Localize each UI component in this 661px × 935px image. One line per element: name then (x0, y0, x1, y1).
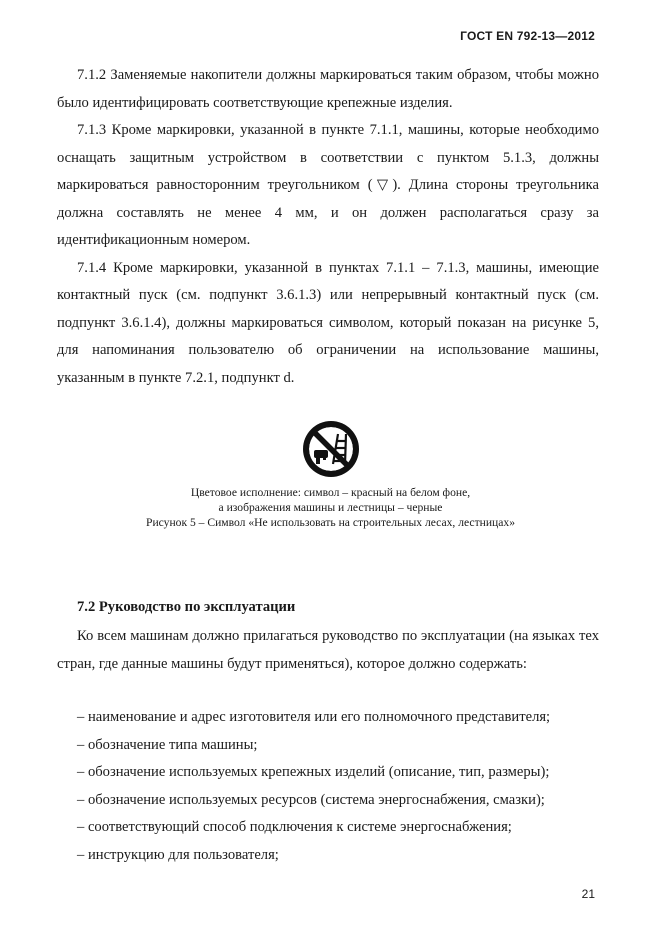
page-number: 21 (581, 887, 595, 901)
section-title-7-2: 7.2 Руководство по эксплуатации (77, 599, 296, 615)
caption-color-note-line1: Цветовое исполнение: символ – красный на белом фоне, (190, 486, 471, 499)
paragraph-7-1-4: 7.1.4 Кроме маркировки, указанной в пунктах 7.1.1 – 7.1.3, машины, имеющие контактный пуск (см. подпункт 3.6.1.3) или непрерывный контактный пуск (см. подпункт 3.6.1.4), должны маркироваться символом, который показан на рисунке 5, для напоминания пользователю об ограничении на использование машины, указанным в пункте 7.2.1, подпункт d. (57, 259, 599, 386)
list-item: – соответствующий способ подключения к системе энергоснабжения; (77, 819, 512, 835)
list-item: – обозначение используемых крепежных изделий (описание, тип, размеры); (77, 764, 550, 780)
figure-caption (0, 485, 661, 530)
list-item: – обозначение используемых ресурсов (система энергоснабжения, смазки); (77, 791, 545, 808)
figure-5 (0, 420, 661, 530)
manual-contents-list (77, 704, 550, 869)
clause-7-1-text (57, 62, 599, 392)
caption-figure-title: Рисунок 5 – Символ «Не использовать на строительных лесах, лестницах» (146, 516, 515, 529)
caption-color-note-line2: а изображения машины и лестницы – черные (218, 501, 443, 514)
section-7-2-intro: Ко всем машинам должно прилагаться руководство по эксплуатации (на языках тех стран, где данные машины будут применяться), которое должно содержать: (57, 628, 599, 672)
paragraph-7-1-2: 7.1.2 Заменяемые накопители должны маркироваться таким образом, чтобы можно было идентифицировать соответствующие крепежные изделия. (57, 67, 599, 111)
paragraph-7-1-3: 7.1.3 Кроме маркировки, указанной в пункте 7.1.1, машины, которые необходимо оснащать защитным устройством в соответствии с пунктом 5.1.3, должны маркироваться равносторонним треугольником (▽). Длина стороны треугольника должна составлять не менее 4 мм, и он должен располагаться сразу за идентификационным номером. (57, 122, 599, 248)
list-item: – наименование и адрес изготовителя или его полномочного представителя; (77, 709, 551, 725)
list-item: – инструкцию для пользователя; (77, 846, 279, 863)
list-item: – обозначение типа машины; (77, 736, 258, 753)
no-scaffold-ladder-icon (302, 420, 360, 478)
document-code-header: ГОСТ EN 792-13—2012 (460, 29, 595, 43)
section-7-2-intro-block (57, 623, 599, 678)
